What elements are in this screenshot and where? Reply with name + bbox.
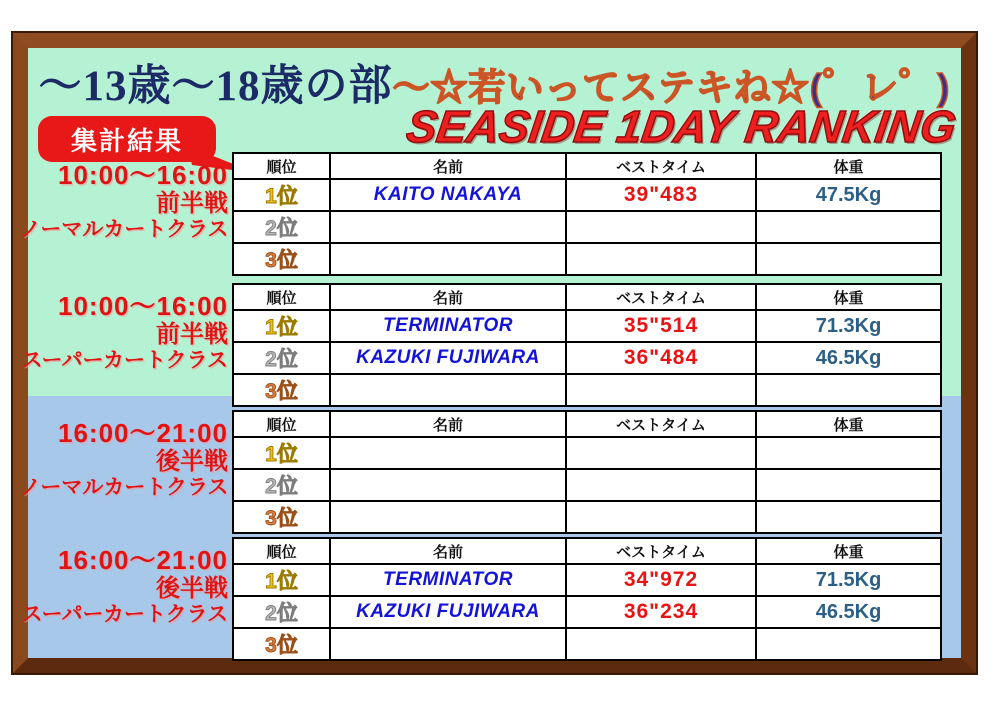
- table-header-row: [233, 153, 941, 179]
- rank-3-cell: 3位: [233, 243, 330, 275]
- racer-name-cell: KAITO NAKAYA: [330, 179, 566, 211]
- table-header-row: [233, 538, 941, 564]
- col-header-rank: 順位: [233, 538, 330, 564]
- weight-cell: [756, 469, 941, 501]
- session-time-label: 10:00～16:00: [58, 291, 228, 321]
- table-row: [233, 243, 941, 275]
- col-header-weight: 体重: [756, 538, 941, 564]
- table-header-row: [233, 284, 941, 310]
- racer-name-cell: KAZUKI FUJIWARA: [330, 342, 566, 374]
- rank-2-cell: 2位: [233, 469, 330, 501]
- best-time-cell: [566, 211, 756, 243]
- rank-2-cell: 2位: [233, 342, 330, 374]
- rank-3-cell: 3位: [233, 501, 330, 533]
- col-header-weight: 体重: [756, 153, 941, 179]
- weight-cell: 46.5Kg: [756, 596, 941, 628]
- col-header-rank: 順位: [233, 153, 330, 179]
- young-slogan-title: ～☆若いってステキね☆(゜レ゜): [392, 67, 951, 108]
- col-header-name: 名前: [330, 411, 566, 437]
- table-row: [233, 469, 941, 501]
- weight-cell: 47.5Kg: [756, 179, 941, 211]
- col-header-best-time: ベストタイム: [566, 411, 756, 437]
- kart-class-label: スーパーカートクラス: [21, 603, 228, 626]
- table-row: [233, 564, 941, 596]
- best-time-cell: 39"483: [566, 179, 756, 211]
- racer-name-cell: TERMINATOR: [330, 564, 566, 596]
- results-badge-label: 集計結果: [70, 125, 183, 156]
- col-header-best-time: ベストタイム: [566, 538, 756, 564]
- table-row: [233, 342, 941, 374]
- racer-name-cell: [330, 437, 566, 469]
- col-header-name: 名前: [330, 284, 566, 310]
- ranking-table: [232, 537, 942, 661]
- session-stage-label: 後半戦: [156, 575, 228, 602]
- table-row: [233, 437, 941, 469]
- kart-class-label: ノーマルカートクラス: [20, 476, 229, 499]
- section-label-block: [20, 160, 228, 243]
- scoreboard: [20, 48, 961, 658]
- racer-name-cell: [330, 374, 566, 406]
- best-time-cell: 34"972: [566, 564, 756, 596]
- rank-3-cell: 3位: [233, 374, 330, 406]
- weight-cell: [756, 501, 941, 533]
- table-row: [233, 501, 941, 533]
- section-label-block: [20, 418, 228, 501]
- ranking-table: [232, 152, 942, 276]
- session-stage-label: 前半戦: [156, 321, 228, 348]
- section-morning-normal: [20, 152, 961, 272]
- best-time-cell: [566, 243, 756, 275]
- best-time-cell: [566, 469, 756, 501]
- table-header-row: [233, 411, 941, 437]
- col-header-rank: 順位: [233, 411, 330, 437]
- racer-name-cell: [330, 628, 566, 660]
- table-row: [233, 596, 941, 628]
- racer-name-cell: [330, 243, 566, 275]
- weight-cell: [756, 211, 941, 243]
- table-row: [233, 374, 941, 406]
- table-row: [233, 211, 941, 243]
- table-row: [233, 628, 941, 660]
- rank-1-cell: 1位: [233, 179, 330, 211]
- weight-cell: 71.3Kg: [756, 310, 941, 342]
- col-header-weight: 体重: [756, 284, 941, 310]
- ranking-table: [232, 283, 942, 407]
- best-time-cell: 36"484: [566, 342, 756, 374]
- ranking-table: [232, 410, 942, 534]
- session-time-label: 10:00～16:00: [58, 160, 228, 190]
- racer-name-cell: [330, 501, 566, 533]
- best-time-cell: 36"234: [566, 596, 756, 628]
- rank-1-cell: 1位: [233, 437, 330, 469]
- racer-name-cell: [330, 469, 566, 501]
- racer-name-cell: TERMINATOR: [330, 310, 566, 342]
- best-time-cell: [566, 437, 756, 469]
- session-stage-label: 前半戦: [156, 190, 228, 217]
- age-group-title: ～13歳～18歳の部: [38, 63, 393, 110]
- col-header-weight: 体重: [756, 411, 941, 437]
- weight-cell: 71.5Kg: [756, 564, 941, 596]
- session-time-label: 16:00～21:00: [58, 418, 228, 448]
- section-evening-super: [21, 537, 961, 657]
- best-time-cell: [566, 501, 756, 533]
- session-time-label: 16:00～21:00: [58, 545, 228, 575]
- weight-cell: [756, 243, 941, 275]
- col-header-best-time: ベストタイム: [566, 153, 756, 179]
- rank-1-cell: 1位: [233, 564, 330, 596]
- section-morning-super: [21, 283, 961, 403]
- racer-name-cell: KAZUKI FUJIWARA: [330, 596, 566, 628]
- racer-name-cell: [330, 211, 566, 243]
- ranking-banner: SEASIDE 1DAY RANKING: [403, 101, 959, 152]
- col-header-best-time: ベストタイム: [566, 284, 756, 310]
- kart-class-label: ノーマルカートクラス: [20, 218, 229, 241]
- rank-2-cell: 2位: [233, 596, 330, 628]
- section-evening-normal: [20, 410, 961, 530]
- rank-1-cell: 1位: [233, 310, 330, 342]
- rank-2-cell: 2位: [233, 211, 330, 243]
- best-time-cell: [566, 628, 756, 660]
- col-header-name: 名前: [330, 153, 566, 179]
- kart-class-label: スーパーカートクラス: [21, 349, 228, 372]
- table-row: [233, 310, 941, 342]
- rank-3-cell: 3位: [233, 628, 330, 660]
- section-label-block: [20, 545, 228, 628]
- session-stage-label: 後半戦: [156, 448, 228, 475]
- weight-cell: 46.5Kg: [756, 342, 941, 374]
- weight-cell: [756, 437, 941, 469]
- col-header-rank: 順位: [233, 284, 330, 310]
- section-label-block: [20, 291, 228, 374]
- table-row: [233, 179, 941, 211]
- weight-cell: [756, 628, 941, 660]
- col-header-name: 名前: [330, 538, 566, 564]
- wooden-frame: [13, 33, 976, 673]
- best-time-cell: [566, 374, 756, 406]
- best-time-cell: 35"514: [566, 310, 756, 342]
- weight-cell: [756, 374, 941, 406]
